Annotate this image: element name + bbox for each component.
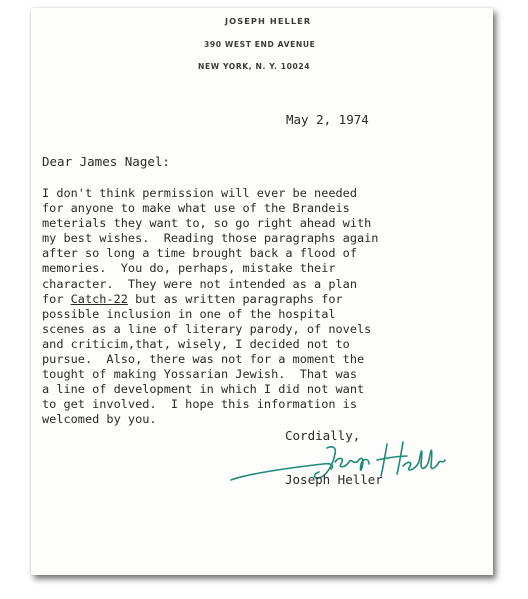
letter-page — [31, 8, 493, 575]
letter-body-line: for anyone to make what use of the Brandeis — [42, 201, 350, 216]
letter-body-line: possible inclusion in one of the hospital — [42, 306, 336, 321]
letter-body — [42, 186, 378, 428]
letter-body-line: meterials they want to, so go right ahead with — [42, 216, 372, 231]
closing: Cordially, — [285, 428, 361, 443]
letter-body-line: scenes as a line of literary parody, of novels — [42, 321, 372, 336]
letter-body-line: pursue. Also, there was not for a moment the — [42, 352, 365, 367]
letterhead-city: NEW YORK, N. Y. 10024 — [198, 62, 311, 71]
letter-body-line: a line of development in which I did not want — [42, 382, 365, 397]
letter-body-line: after so long a time brought back a flood of — [42, 246, 357, 261]
letter-body-line: to get involved. I hope this information is — [42, 397, 357, 412]
letterhead-name: JOSEPH HELLER — [225, 16, 312, 26]
letter-date: May 2, 1974 — [286, 112, 369, 127]
letter-body-line: and criticim,that, wisely, I decided not to — [42, 336, 350, 351]
letter-body-line: character. They were not intended as a plan — [42, 276, 357, 291]
letter-body-line: welcomed by you. — [42, 412, 157, 427]
letterhead-street: 390 WEST END AVENUE — [204, 40, 316, 49]
letter-body-line: for Catch-22 but as written paragraphs for — [42, 291, 343, 306]
salutation: Dear James Nagel: — [42, 154, 170, 169]
letter-body-line: tought of making Yossarian Jewish. That was — [42, 367, 357, 382]
letter-body-line: I don't think permission will ever be needed — [42, 186, 357, 200]
typed-signature-name: Joseph Heller — [285, 472, 383, 487]
letter-body-line: memories. You do, perhaps, mistake their — [42, 261, 336, 276]
letter-body-line: my best wishes. Reading those paragraphs again — [42, 231, 379, 246]
